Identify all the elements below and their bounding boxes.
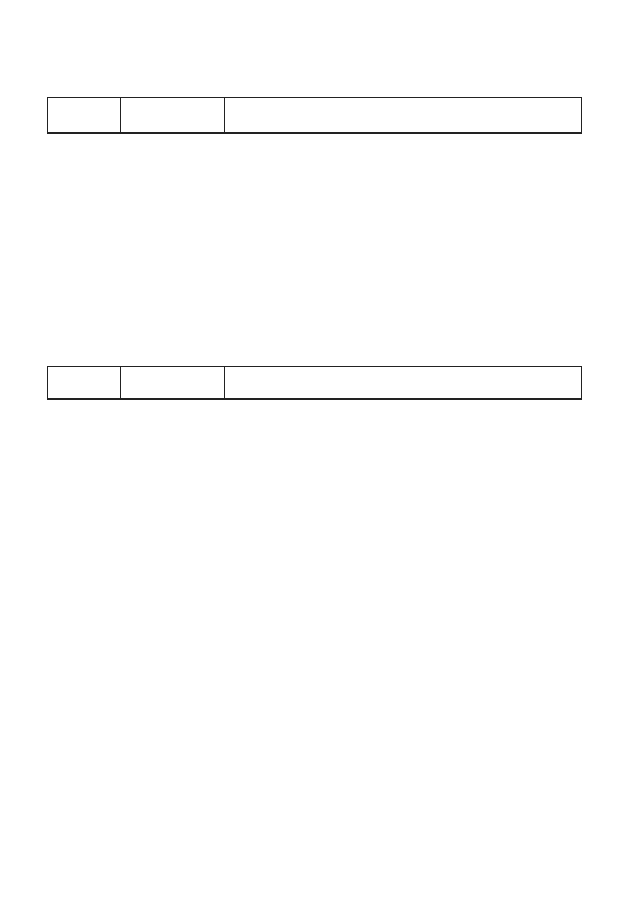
table-header-row (48, 98, 582, 133)
header-probability (225, 367, 582, 399)
table-a64 (47, 97, 582, 134)
header-bits (121, 367, 225, 399)
header-value (48, 98, 121, 133)
table-a65 (47, 366, 582, 400)
table-header-row (48, 367, 582, 399)
header-probability (225, 98, 582, 133)
header-bits (121, 98, 225, 133)
header-value (48, 367, 121, 399)
